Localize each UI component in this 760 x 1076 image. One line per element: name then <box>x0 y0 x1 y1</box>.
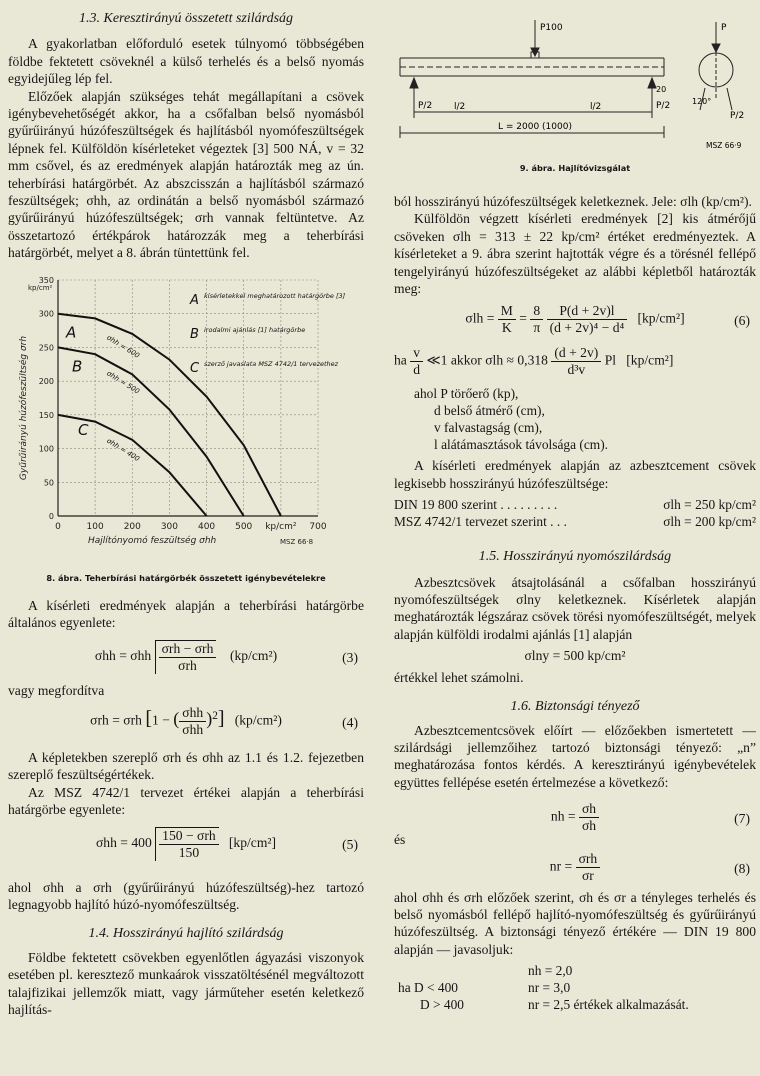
y-tick-label: 100 <box>38 444 54 454</box>
eq-num: 150 − σrh <box>159 828 219 845</box>
eq-lhs: σhh = 400 <box>95 834 152 850</box>
y-tick-label: 0 <box>48 511 54 521</box>
eq-unit: [kp/cm²] <box>228 834 276 850</box>
eq-pre: ha <box>394 353 407 369</box>
heading-1-6: 1.6. Biztonsági tényező <box>510 699 640 715</box>
y-tick-label: 200 <box>38 376 54 386</box>
eq-number: (7) <box>734 811 750 827</box>
series-label-C: C <box>78 420 89 439</box>
paragraph: A képletekben szereplő σrh és σhh az 1.1 és 1.2. fejezetben szereplő feszültségértékek. <box>8 749 364 783</box>
paragraph: értékkel lehet számolni. <box>394 669 524 685</box>
eq-den: d³v <box>567 362 586 378</box>
section-support-right <box>727 88 732 110</box>
legend-text: szerző javaslata MSZ 4742/1 tervezethez <box>204 359 339 368</box>
eq-number: (3) <box>342 649 358 665</box>
x-tick-label: 400 <box>197 521 216 532</box>
fig8-caption: 8. ábra. Teherbírási határgörbék összetett igénybevételekre <box>46 572 326 583</box>
fig9-label: l/2 <box>590 102 602 112</box>
fig9-diagram <box>394 8 756 158</box>
left-column <box>8 0 364 1018</box>
paragraph: A gyakorlatban előforduló esetek túlnyomó többségében földbe fektetett csöveknél a külső terhelés és a belső nyomás egyidejűleg lép fel. <box>8 36 364 87</box>
equation-lny: σlny = 500 kp/cm² <box>524 648 626 664</box>
paragraph: A kísérleti eredmények alapján az azbesztcement csövek legkisebb hosszirányú húzófeszültsége: <box>394 458 756 491</box>
legend-text: irodalmi ajánlás [1] határgörbe <box>204 325 306 334</box>
paragraph: ahol σhh a σrh (gyűrűirányú húzófeszültség)-hez tartozó legnagyobb hajlító húzó-nyomófeszültség. <box>8 879 364 912</box>
y-axis-title: Gyűrűirányú húzófeszültség σrh <box>19 335 29 480</box>
eq-den: σhh <box>182 721 204 737</box>
eq-unit: [kp/cm²] <box>637 311 685 327</box>
eq-lhs: σrh = σrh <box>90 712 142 728</box>
eq-number: (4) <box>342 714 358 730</box>
fig9-ref: MSZ 66·9 <box>706 141 742 150</box>
eq-den: d <box>413 362 421 378</box>
paragraph: vagy megfordítva <box>8 682 105 698</box>
eq-unit: [kp/cm²] <box>626 353 674 369</box>
table-row <box>394 496 756 513</box>
eq-lhs: nh = <box>550 808 576 824</box>
y-tick-label: 150 <box>38 410 54 420</box>
safety-cond: D > 400 <box>420 997 465 1013</box>
eq-den: K <box>501 320 512 336</box>
fig9-label: P/2 <box>656 101 671 111</box>
eq-mid: ≪1 akkor σlh ≈ 0,318 <box>426 353 548 369</box>
fig9-caption: 9. ábra. Hajlítóvizsgálat <box>519 163 631 173</box>
fig8-chart <box>8 268 364 568</box>
safety-value: nr = 2,5 értékek alkalmazását. <box>528 997 689 1013</box>
heading-1-4: 1.4. Hosszirányú hajlító szilárdság <box>88 926 284 942</box>
y-tick-label: 250 <box>38 343 54 353</box>
eq-den: σrh <box>178 657 197 673</box>
support-right-head <box>648 78 656 88</box>
eq-unit: (kp/cm²) <box>229 647 278 663</box>
legend-key: A <box>190 292 199 308</box>
series-label-A: A <box>66 323 77 342</box>
heading-1-3: 1.3. Keresztirányú összetett szilárdság <box>78 11 294 26</box>
x-tick-label: 100 <box>86 521 104 532</box>
eq-den: σh <box>581 818 597 834</box>
paragraph: A kísérleti eredmények alapján a teherbírási határgörbe általános egyenlete: <box>8 597 364 631</box>
es-text: és <box>394 832 406 848</box>
fig9-label: L = 2000 (1000) <box>498 122 572 132</box>
eq-num: v <box>410 345 423 362</box>
y-tick-label: 50 <box>43 477 54 487</box>
eq-num: P(d + 2v)l <box>547 303 628 320</box>
eq-den: 150 <box>178 844 200 860</box>
eq-unit: (kp/cm²) <box>234 712 282 728</box>
paragraph: ahol σhh és σrh előzőek szerint, σh és σr a tényleges terhelés és belső nyomásból fellépő hajlító-nyomófeszültség és gyűrűirányú húzófeszültség. A biztonsági tényező értékére — DIN 19 800 alapján — javasoljuk: <box>394 889 756 957</box>
paragraph: Földbe fektetett csövekben egyenlőtlen ágyazási viszonyok esetében pl. keresztező munkaárok visszatöltésénél megváltozott talajfizikai jellemzők miatt, vagy járműteher esetén keletkező hajlítás- <box>8 949 364 1017</box>
legend-text: kísérletekkel meghatározott határgörbe [3] <box>204 291 346 300</box>
eq-den: σr <box>581 867 594 883</box>
eq-lhs: nr = <box>549 858 573 874</box>
safety-cond: ha D < 400 <box>398 980 458 996</box>
equation-6: σlh = $\frac{M}{K}$ = $\frac{8}{\pi}$ $\frac{P(d + 2v)l}{\text{(d + 2v)⁴ − d⁴}}$ [kp/cm²] (6) <box>465 303 750 336</box>
table-value: σlh = 200 kp/cm² <box>663 514 756 530</box>
paragraph: Azbesztcsövek átsajtolásánál a csőfalban hosszirányú nyomófeszültségek σlny keletkeznek. Kísérletek alapján meghatározták légszáraz csövek törési nyomófeszültségét, melyek alapján külföldi irodalmi ajánlás [1] alapján <box>394 574 756 642</box>
y-tick-label: 350 <box>38 275 54 285</box>
x-axis-title: Hajlítónyomó feszültség σhh <box>88 535 217 546</box>
equation-3 <box>8 640 364 678</box>
eq-num: σh <box>579 801 599 818</box>
x-tick-label: kp/cm² <box>265 521 297 532</box>
support-left-head <box>410 78 418 88</box>
fig9-label: P100 <box>540 23 563 33</box>
x-tick-label: 300 <box>160 521 179 532</box>
paragraph: ahol P törőerő (kp), <box>414 386 519 402</box>
safety-row <box>394 962 756 979</box>
fig9-label: l/2 <box>454 102 466 112</box>
table-label: DIN 19 800 szerint . . . . . . . . . <box>394 497 558 513</box>
x-tick-label: 500 <box>235 521 253 532</box>
eq-num: σhh <box>179 705 206 722</box>
paragraph: ból hosszirányú húzófeszültségek keletkeznek. Jele: σlh (kp/cm²). <box>394 194 752 209</box>
right-column <box>394 0 756 1013</box>
heading-1-5: 1.5. Hosszirányú nyomószilárdság <box>478 549 672 565</box>
safety-row <box>394 996 756 1013</box>
eq-num: σrh − σrh <box>159 641 217 658</box>
table-value: σlh = 250 kp/cm² <box>663 497 756 513</box>
paragraph: Azbesztcementcsövek előírt — előzőekben ismertetett — szilárdsági jellemzőihez tartozó biztonsági tényező: „n” meghatározása fontos kérdés. A keresztirányú igénybevételek együttes fellépése esetén értelmezése a következő: <box>394 722 756 790</box>
equation-6b <box>394 345 756 383</box>
table-label: MSZ 4742/1 tervezet szerint . . . <box>394 514 567 530</box>
y-tick-label: 300 <box>38 309 54 319</box>
curve-annotation: σhh = 600 <box>105 333 141 360</box>
eq-num: (d + 2v) <box>551 345 601 362</box>
table-row <box>394 513 756 530</box>
fig9-label: P/2 <box>730 111 745 121</box>
safety-value: nr = 3,0 <box>528 980 571 996</box>
curve-annotation: σhh = 500 <box>105 368 141 396</box>
fig9-label: 120° <box>692 97 712 106</box>
eq-num: M <box>498 303 516 320</box>
legend-key: B <box>190 326 199 342</box>
equation-4: σrh = σrh [1 − ( $\frac{\text{σhh}}{\text{σhh}}$ )$^2$] (kp/cm²) (4) <box>90 704 358 737</box>
list-item: d belső átmérő (cm), <box>434 403 545 419</box>
chart-ref: MSZ 66·8 <box>280 537 314 546</box>
fig9-label: P <box>721 23 727 33</box>
eq-post: Pl <box>604 353 617 369</box>
x-tick-label: 0 <box>55 521 61 532</box>
eq-den: (d + 2v)⁴ − d⁴ <box>549 320 625 336</box>
list-item: v falvastagság (cm), <box>434 420 543 436</box>
equation-5 <box>8 827 364 865</box>
fig9-label: 20 <box>656 85 667 94</box>
list-item: l alátámasztások távolsága (cm). <box>434 437 609 453</box>
eq-number: (6) <box>734 313 750 329</box>
eq-lhs: σhh = σhh <box>94 647 152 663</box>
eq-den: π <box>533 320 541 336</box>
x-tick-label: 200 <box>123 521 141 532</box>
curve-annotation: σhh = 400 <box>105 436 141 463</box>
legend-key: C <box>190 360 200 376</box>
safety-value: nh = 2,0 <box>528 963 573 979</box>
eq-number: (5) <box>342 836 358 852</box>
eq-lhs: σlh = <box>465 311 495 327</box>
fig9-label: P/2 <box>418 101 433 111</box>
equation-8 <box>394 851 756 889</box>
series-label-B: B <box>72 357 83 376</box>
paragraph: Az MSZ 4742/1 tervezet értékei alapján a teherbírási határgörbe egyenlete: <box>8 784 364 818</box>
paragraph: Külföldön végzett kísérleti eredmények [2] kis átmérőjű csöveken σlh = 313 ± 22 kp/cm² értéket eredményeztek. A kísérleteket a 9. ábra szerint hajtották végre és a törésnél fellépő tengelyirányú húzófeszültségeket az alábbi képletből határozták meg: <box>394 211 756 297</box>
safety-row <box>394 979 756 996</box>
y-unit-label: kp/cm² <box>28 283 53 292</box>
paragraph: Előzőek alapján szükséges tehát megállapítani a csövek igénybevehetőségét akkor, ha a csőfalban belső nyomásból gyűrűirányú húzófeszültségek és hajlításból nyomófeszültségek lépnek fel. Külföldön kísérleteket végeztek [3] 500 NÁ, v = 32 mm csővel, és az eredmények alapján határozták meg az ún. teherbírási határgörbét. Az abszcisszán a hajlításból származó feszültségek; σhh, az ordinátán a belső nyomásból származó gyűrűirányú húzófeszültségek; σrh vannak feltüntetve. Az összetartozó értékpárok határozzák meg a teherbírási határgörbét, melyet a 8. ábrán tüntettünk fel. <box>8 88 364 261</box>
eq-num: σrh <box>576 851 601 868</box>
eq-number: (8) <box>734 860 750 876</box>
eq-num: 8 <box>530 303 543 320</box>
x-tick-label: 700 <box>309 521 327 532</box>
equation-7 <box>394 801 756 839</box>
